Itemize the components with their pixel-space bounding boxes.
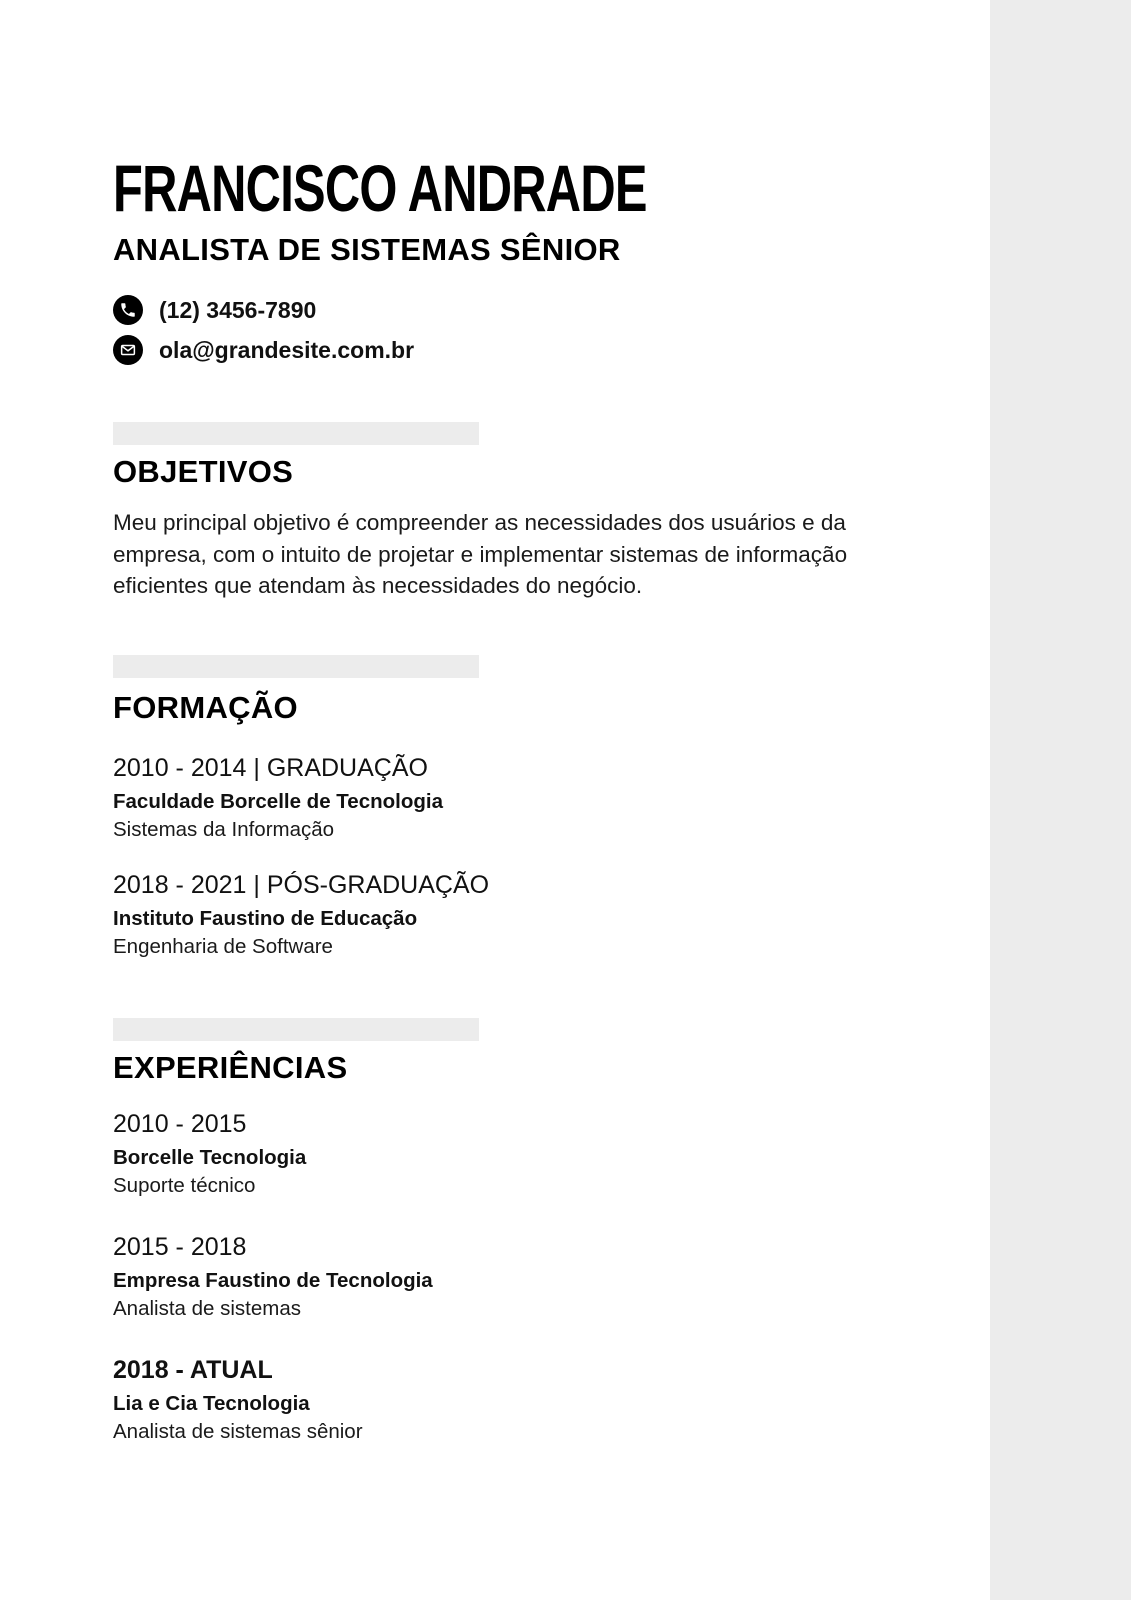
education-course: Sistemas da Informação: [113, 818, 335, 841]
education-institution: Instituto Faustino de Educação: [113, 907, 418, 930]
objectives-text: Meu principal objetivo é compreender as necessidades dos usuários e da empresa, com o intuito de projetar e implementar sistemas de informação eficientes que atendam às necessidades do negócio.: [113, 510, 848, 598]
experience-position: Analista de sistemas sênior: [113, 1420, 363, 1443]
experience-period: 2010 - 2015: [113, 1110, 247, 1138]
experience-period: 2018 - ATUAL: [113, 1356, 273, 1384]
experience-entry: [113, 1354, 363, 1446]
education-entry: [113, 869, 489, 961]
experience-company: Borcelle Tecnologia: [113, 1146, 307, 1169]
education-period: 2010 - 2014 | GRADUAÇÃO: [113, 754, 428, 782]
contact-email: [113, 335, 414, 365]
experience-title: EXPERIÊNCIAS: [113, 1050, 348, 1085]
experience-company: Empresa Faustino de Tecnologia: [113, 1269, 433, 1292]
phone-icon: [113, 295, 143, 325]
experience-entry: [113, 1108, 306, 1200]
section-divider-bar: [113, 1018, 479, 1041]
section-divider-bar: [113, 422, 479, 445]
experience-entry: [113, 1231, 433, 1323]
email-address[interactable]: ola@grandesite.com.br: [159, 336, 415, 363]
education-institution: Faculdade Borcelle de Tecnologia: [113, 790, 443, 813]
experience-period: 2015 - 2018: [113, 1233, 247, 1261]
experience-company: Lia e Cia Tecnologia: [113, 1392, 310, 1415]
phone-number[interactable]: (12) 3456-7890: [159, 296, 317, 323]
education-course: Engenharia de Software: [113, 935, 333, 958]
education-entry: [113, 752, 443, 844]
education-period: 2018 - 2021 | PÓS-GRADUAÇÃO: [113, 871, 490, 899]
candidate-role: ANALISTA DE SISTEMAS SÊNIOR: [113, 232, 621, 267]
right-sidebar-panel: [990, 0, 1131, 1600]
mail-icon: [113, 335, 143, 365]
section-divider-bar: [113, 655, 479, 678]
candidate-name: FRANCISCO ANDRADE: [113, 151, 647, 225]
contact-phone: [113, 295, 316, 325]
objectives-title: OBJETIVOS: [113, 454, 294, 489]
education-title: FORMAÇÃO: [113, 690, 298, 725]
experience-position: Analista de sistemas: [113, 1297, 302, 1320]
experience-position: Suporte técnico: [113, 1174, 256, 1197]
